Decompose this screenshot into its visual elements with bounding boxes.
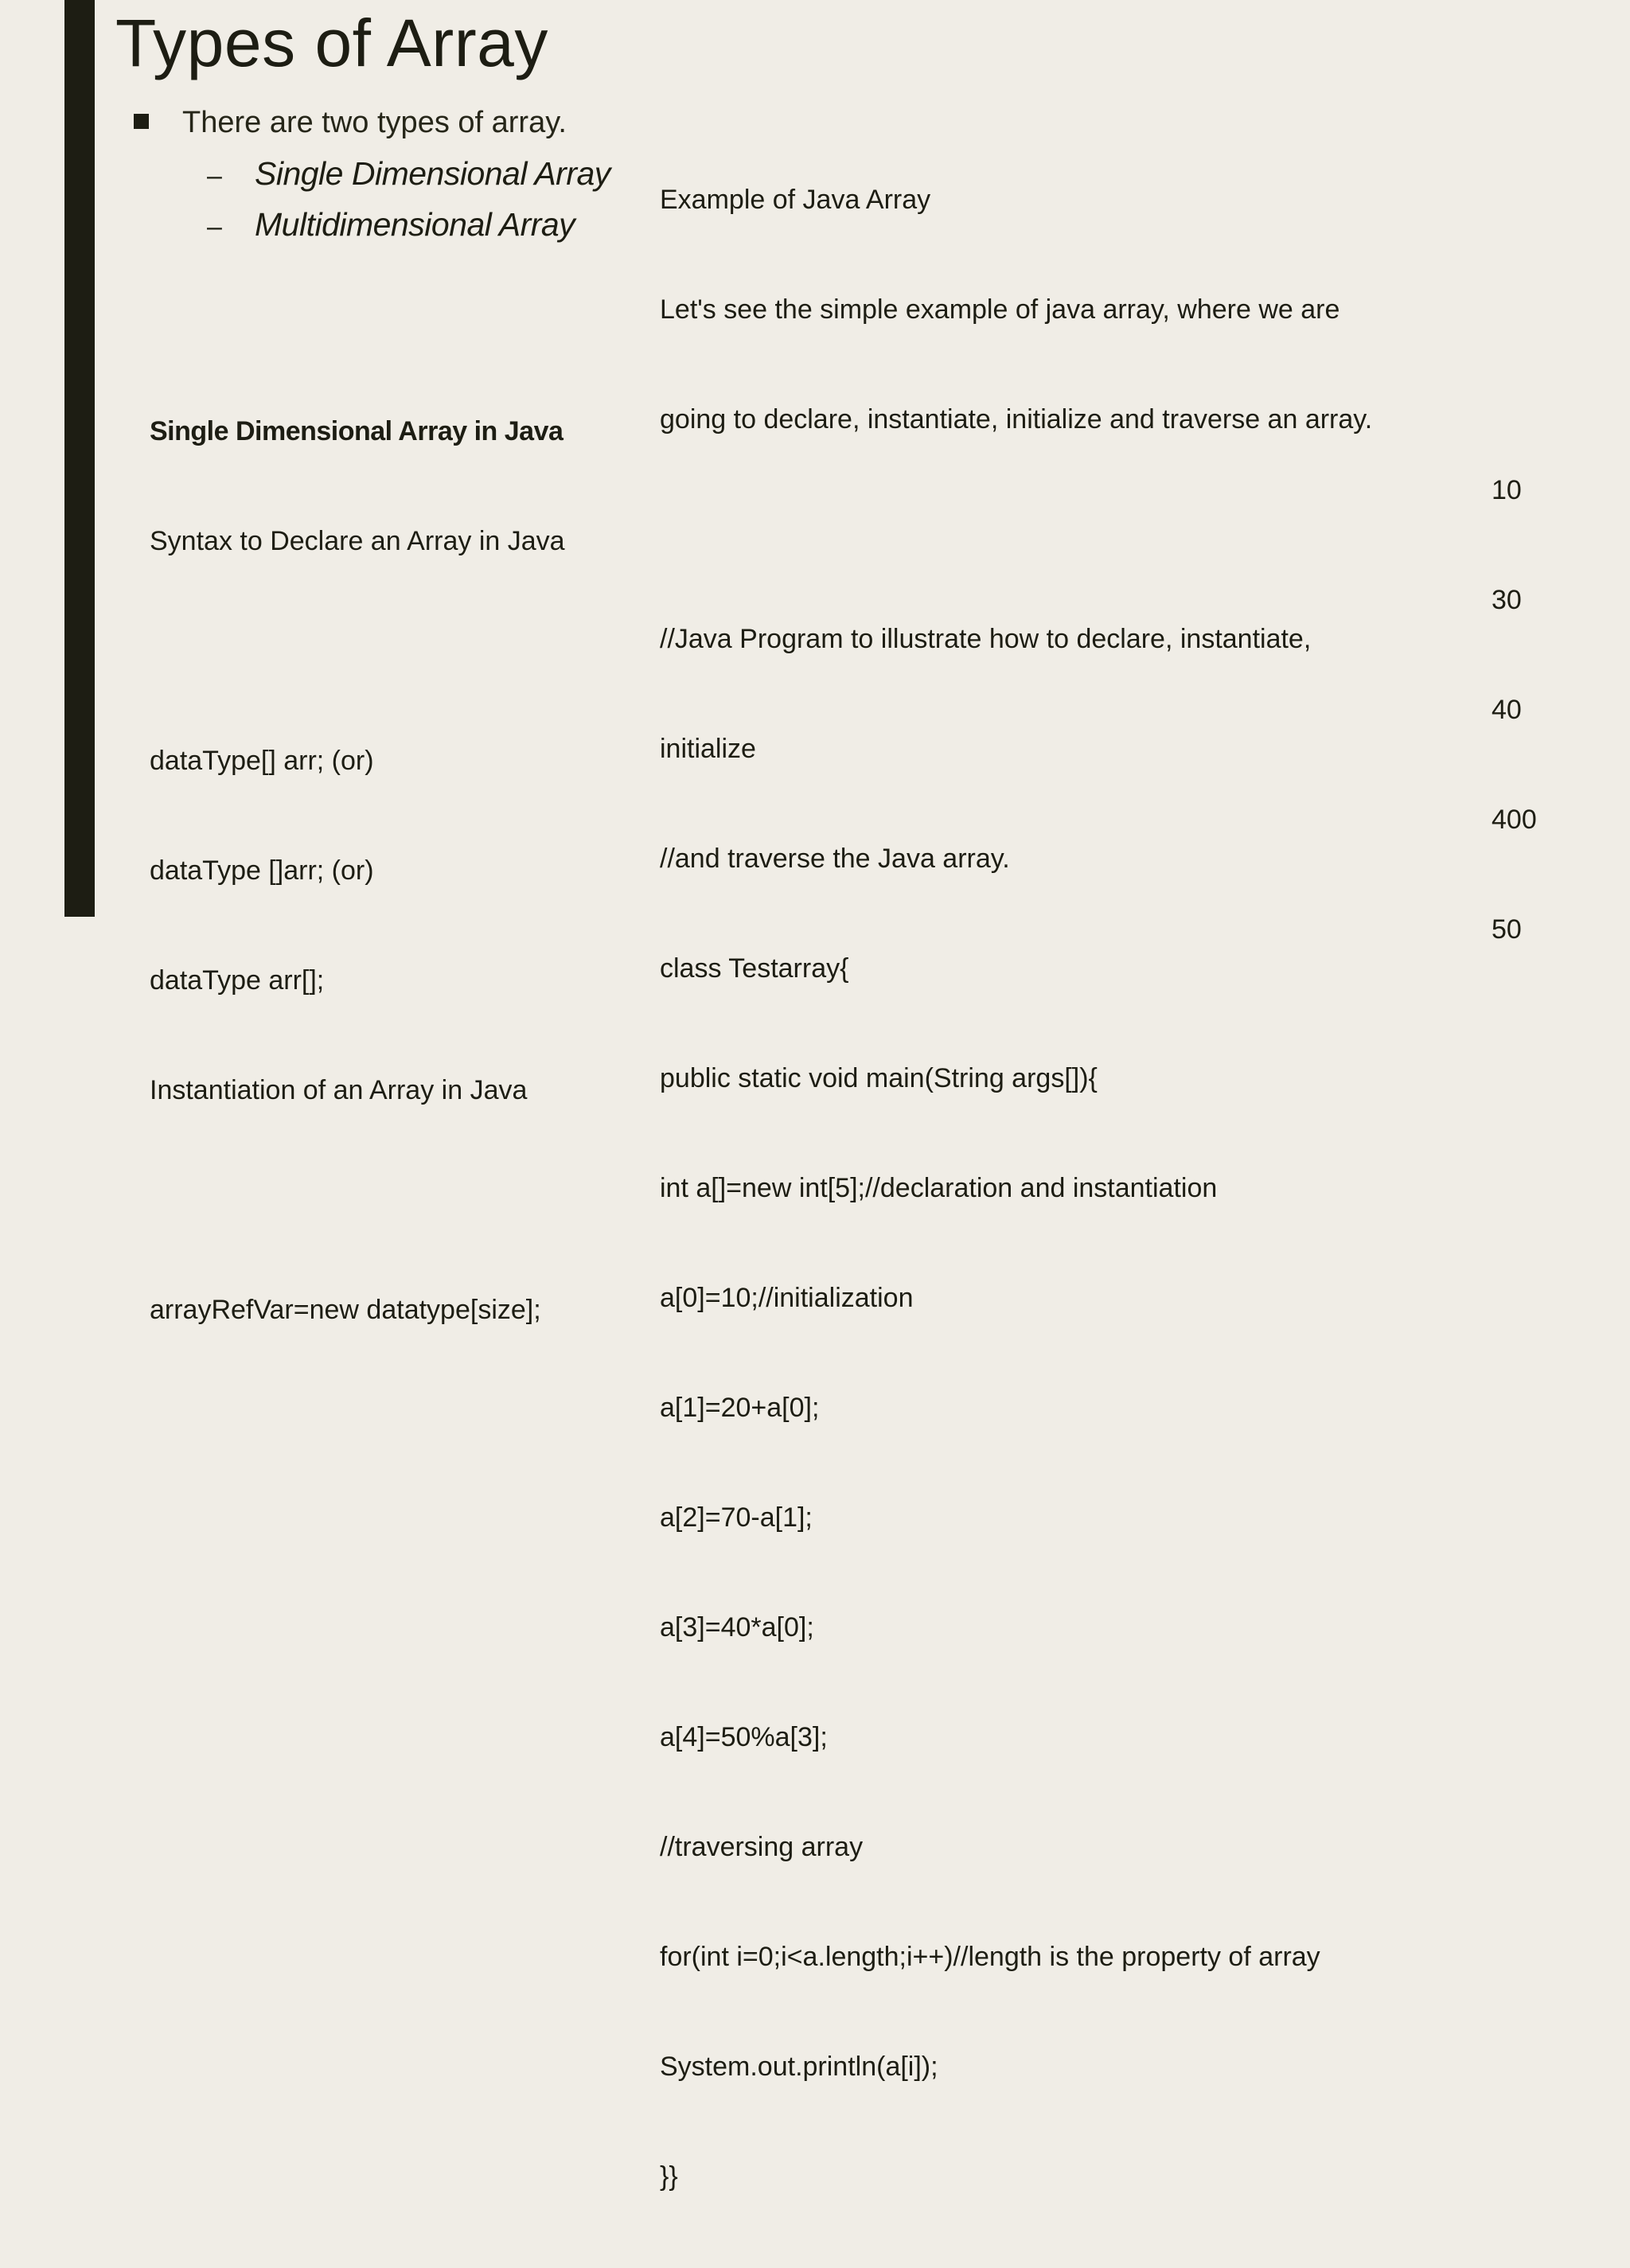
code-line: a[0]=10;//initialization xyxy=(660,1283,914,1313)
syntax-line: dataType[] arr; (or) xyxy=(150,746,374,776)
syntax-block xyxy=(150,340,565,1401)
example-line: Let's see the simple example of java array, where we are xyxy=(660,294,1340,325)
code-line: //traversing array xyxy=(660,1832,864,1862)
syntax-line: dataType []arr; (or) xyxy=(150,855,374,886)
bullet-item xyxy=(134,105,567,142)
syntax-heading: Single Dimensional Array in Java xyxy=(150,416,563,446)
output-value: 50 xyxy=(1492,914,1522,945)
code-line: }} xyxy=(660,2161,678,2192)
code-line: a[1]=20+a[0]; xyxy=(660,1393,820,1423)
sub-item-label: Multidimensional Array xyxy=(255,206,575,243)
output-value: 10 xyxy=(1492,475,1522,505)
code-line: int a[]=new int[5];//declaration and instantiation xyxy=(660,1173,1218,1203)
accent-bar xyxy=(64,0,95,917)
code-line: a[2]=70-a[1]; xyxy=(660,1502,813,1533)
code-line: public static void main(String args[]){ xyxy=(660,1063,1098,1093)
dash-icon: – xyxy=(207,161,222,191)
output-value: 30 xyxy=(1492,585,1522,615)
example-line: Example of Java Array xyxy=(660,185,931,215)
sub-item-single-dimensional xyxy=(207,154,610,193)
output-value: 400 xyxy=(1492,805,1537,835)
square-bullet-icon xyxy=(134,114,149,129)
sub-item-multidimensional xyxy=(207,205,575,244)
code-line: //Java Program to illustrate how to declare, instantiate, xyxy=(660,624,1312,654)
syntax-line: Instantiation of an Array in Java xyxy=(150,1075,528,1105)
syntax-line: arrayRefVar=new datatype[size]; xyxy=(150,1295,541,1325)
code-line: //and traverse the Java array. xyxy=(660,844,1010,874)
syntax-line: Syntax to Declare an Array in Java xyxy=(150,526,565,556)
dash-icon: – xyxy=(207,212,222,242)
example-line xyxy=(660,511,1372,548)
code-line: for(int i=0;i<a.length;i++)//length is the property of array xyxy=(660,1942,1320,1972)
example-line: going to declare, instantiate, initialize and traverse an array. xyxy=(660,404,1373,435)
syntax-line xyxy=(150,1182,565,1218)
sub-item-label: Single Dimensional Array xyxy=(255,155,610,192)
bullet-text: There are two types of array. xyxy=(182,106,567,139)
code-line: initialize xyxy=(660,734,756,764)
code-line: class Testarray{ xyxy=(660,953,849,984)
output-value: 40 xyxy=(1492,695,1522,725)
java-example-block xyxy=(660,108,1372,2268)
syntax-line: dataType arr[]; xyxy=(150,965,325,996)
program-output xyxy=(1492,399,1537,1021)
code-line: System.out.println(a[i]); xyxy=(660,2052,938,2082)
code-line: a[3]=40*a[0]; xyxy=(660,1612,814,1643)
slide-title: Types of Array xyxy=(115,6,548,80)
syntax-line xyxy=(150,633,565,669)
code-line: a[4]=50%a[3]; xyxy=(660,1722,828,1752)
